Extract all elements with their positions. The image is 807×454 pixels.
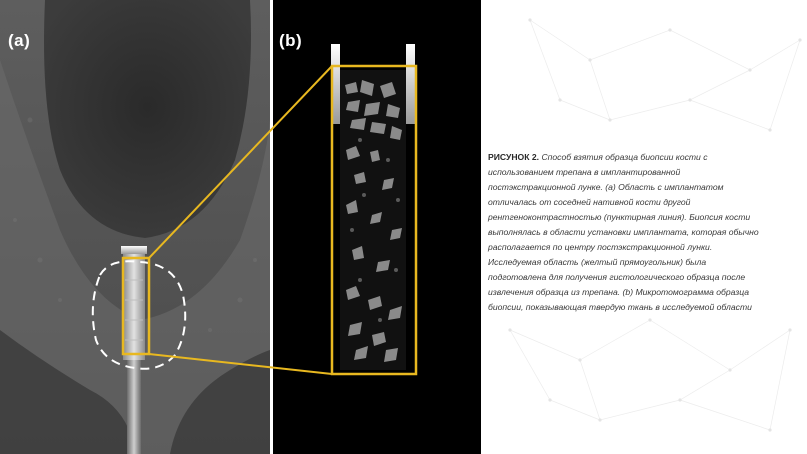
caption-lead: РИСУНОК 2. (488, 152, 540, 162)
figure-caption (488, 150, 763, 315)
caption-text: Способ взятия образца биопсии кости с использованием трепана в имплантированной постэкстракционной лунке. (a) Область с имплантатом отличалась от соседней нативной кости другой рентгеноконтрастностью (пунктирная линия). Биопсия кости выполнялась в области установки имплантата, которая обычно располагается по центру постэкстракционной лунки. Исследуемая область (желтый прямоугольник) была подготовлена для получения гистологического образца после извлечения образца из трепана. (b) Микротомограмма образца биопсии, показывающая твердую ткань в исследуемой области (488, 152, 759, 312)
panel-b-label: (b) (279, 31, 303, 50)
panel-a-label: (a) (8, 31, 31, 50)
implant-shaft (127, 355, 141, 454)
panel-divider (270, 0, 273, 454)
panel-b-microtomogram (273, 0, 481, 454)
panel-a-ct-scan (0, 0, 270, 454)
implant-body (123, 250, 145, 360)
